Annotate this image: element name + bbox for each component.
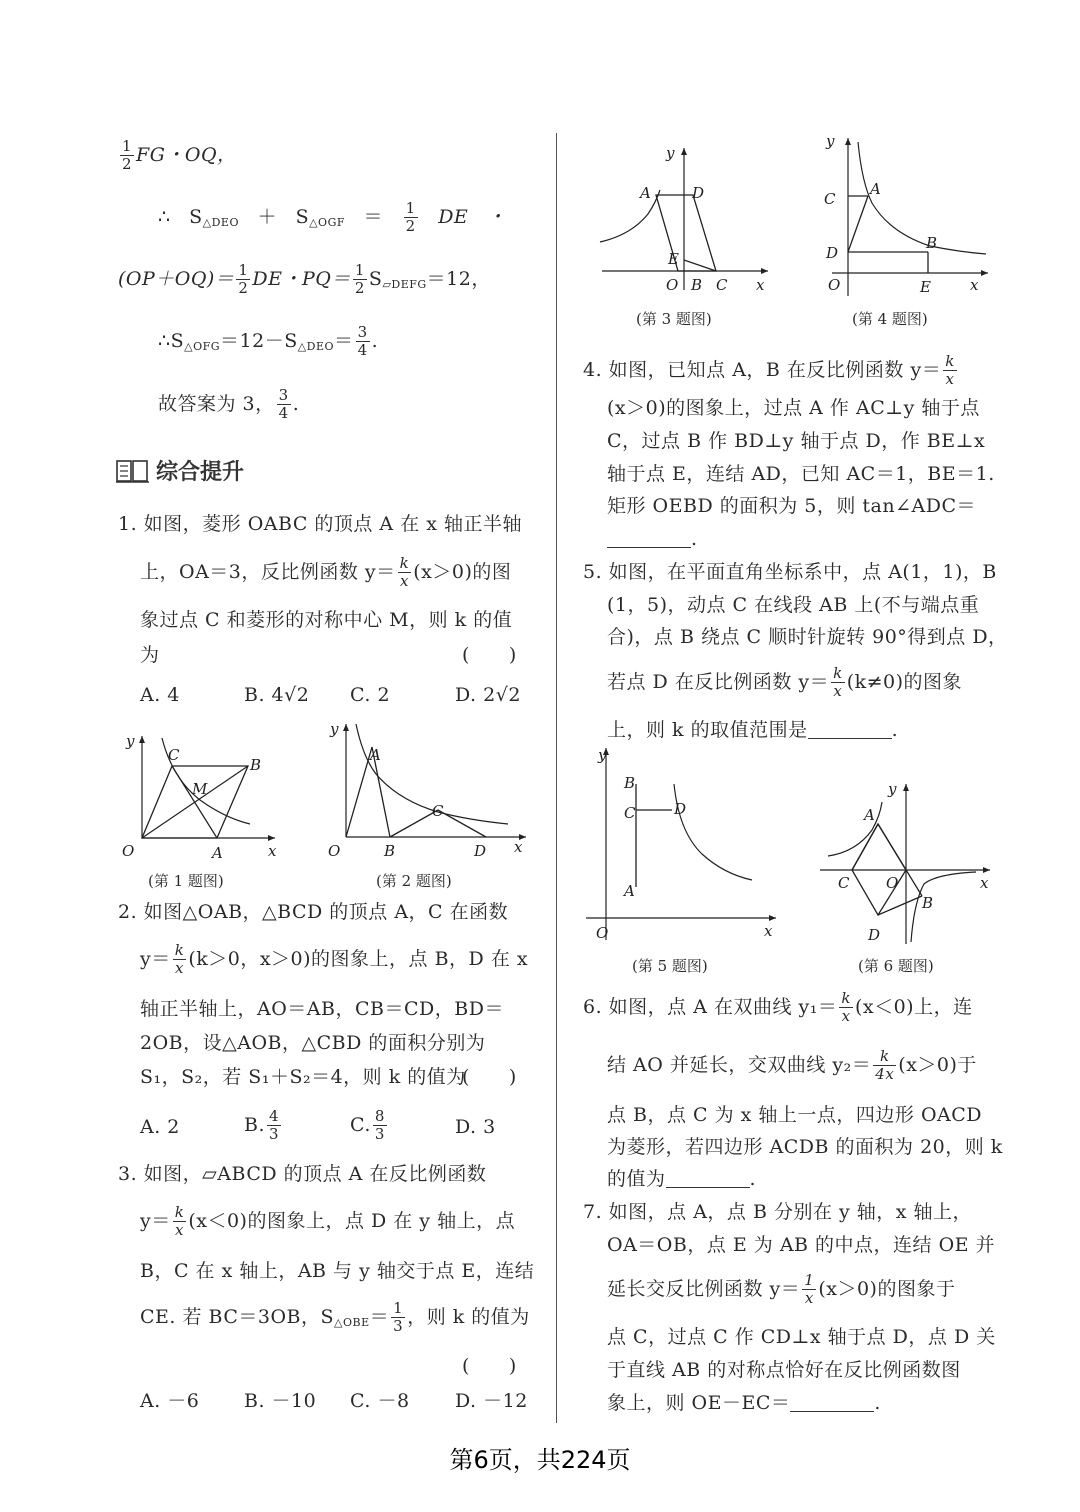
svg-text:x: x bbox=[980, 874, 989, 892]
svg-text:B: B bbox=[691, 276, 703, 294]
svg-text:M: M bbox=[192, 780, 208, 798]
svg-text:B: B bbox=[250, 756, 262, 774]
q5-answer-blank[interactable] bbox=[808, 723, 892, 739]
answer-line: 故答案为 3， $\frac{3}{4}$ . bbox=[158, 386, 300, 423]
svg-text:C: C bbox=[824, 190, 836, 208]
svg-text:A: A bbox=[624, 882, 635, 900]
q7-line6: 象上，则 OE－EC＝ . bbox=[607, 1392, 881, 1414]
svg-text:x: x bbox=[756, 276, 765, 294]
q2-option-c: C. $\frac{8}{3}$ bbox=[350, 1107, 385, 1144]
q1-line4: 为 bbox=[140, 644, 160, 666]
q7-answer-blank[interactable] bbox=[790, 1396, 874, 1412]
q5-line2: (1，5)，动点 C 在线段 AB 上(不与端点重 bbox=[607, 594, 980, 616]
q5-line4: 若点 D 在反比例函数 y＝ $\frac{k}{x}$ (k≠0)的图象 bbox=[607, 664, 963, 701]
svg-text:O: O bbox=[596, 924, 609, 942]
svg-text:O: O bbox=[122, 842, 135, 860]
q3-line2: y＝ $\frac{k}{x}$ (x＜0)的图象上，点 D 在 y 轴上，点 bbox=[140, 1203, 516, 1240]
q2-option-a: A. 2 bbox=[140, 1116, 180, 1138]
figure-4 bbox=[810, 128, 995, 300]
q7-line1: 7. 如图，点 A，点 B 分别在 y 轴，x 轴上， bbox=[583, 1201, 973, 1223]
svg-text:B: B bbox=[384, 842, 396, 860]
svg-text:C: C bbox=[624, 804, 636, 822]
q2-option-d: D. 3 bbox=[455, 1116, 496, 1138]
svg-text:C: C bbox=[432, 802, 444, 820]
column-divider bbox=[556, 133, 557, 1423]
q6-line2: 结 AO 并延长，交双曲线 y₂＝ $\frac{k}{4x}$ (x＞0)于 bbox=[607, 1047, 977, 1084]
q4-line6: . bbox=[607, 530, 698, 549]
q6-line4: 为菱形，若四边形 ACDB 的面积为 20，则 k bbox=[607, 1136, 1003, 1158]
figure-3 bbox=[596, 140, 776, 300]
svg-text:A: A bbox=[370, 746, 381, 764]
q3-line4: CE. 若 BC＝3OB，$S_{\triangle OBE}=$ $\frac{1}{3}$ ，则 k 的值为 bbox=[140, 1299, 530, 1336]
q2-line1: 2. 如图△OAB，△BCD 的顶点 A，C 在函数 bbox=[118, 901, 509, 923]
q3-option-a: A. －6 bbox=[140, 1390, 200, 1412]
q6-line3: 点 B，点 C 为 x 轴上一点，四边形 OACD bbox=[607, 1104, 983, 1126]
q3-line1: 3. 如图，▱ABCD 的顶点 A 在反比例函数 bbox=[118, 1163, 487, 1185]
q2-option-b: B. $\frac{4}{3}$ bbox=[244, 1107, 280, 1144]
figure-5 bbox=[584, 742, 784, 942]
svg-text:y: y bbox=[666, 144, 675, 162]
svg-text:y: y bbox=[826, 132, 835, 150]
svg-text:D: D bbox=[826, 244, 839, 262]
q7-line4: 点 C，过点 C 作 CD⊥x 轴于点 D，点 D 关 bbox=[607, 1326, 996, 1348]
q3-option-b: B. －10 bbox=[244, 1390, 317, 1412]
caption-figure-6: (第 6 题图) bbox=[858, 957, 934, 975]
q4-line5: 矩形 OEBD 的面积为 5，则 tan∠ADC＝ bbox=[607, 495, 977, 517]
svg-text:C: C bbox=[716, 276, 728, 294]
q4-line1: 4. 如图，已知点 A，B 在反比例函数 y＝ $\frac{k}{x}$ bbox=[583, 352, 955, 389]
svg-text:B: B bbox=[922, 894, 934, 912]
svg-text:B: B bbox=[926, 234, 938, 252]
q5-line5: 上，则 k 的取值范围是 . bbox=[607, 719, 899, 741]
q1-line2: 上，OA＝3，反比例函数 y＝ $\frac{k}{x}$ (x＞0)的图 bbox=[140, 554, 512, 591]
q7-line3: 延长交反比例函数 y＝ $\frac{1}{x}$ (x＞0)的图象于 bbox=[607, 1271, 956, 1308]
svg-text:O: O bbox=[666, 276, 679, 294]
q6-answer-blank[interactable] bbox=[666, 1172, 750, 1188]
book-icon bbox=[116, 458, 150, 484]
figure-1 bbox=[110, 728, 285, 863]
svg-text:x: x bbox=[268, 842, 277, 860]
figure-6 bbox=[816, 772, 996, 947]
q5-line3: 合)，点 B 绕点 C 顺时针旋转 90°得到点 D， bbox=[607, 626, 1008, 648]
q5-line1: 5. 如图，在平面直角坐标系中，点 A(1，1)，B bbox=[583, 561, 997, 583]
svg-text:x: x bbox=[764, 922, 773, 940]
page-number-footer: 第6页，共224页 bbox=[449, 1446, 631, 1474]
caption-figure-3: (第 3 题图) bbox=[636, 310, 712, 328]
q1-line1: 1. 如图，菱形 OABC 的顶点 A 在 x 轴正半轴 bbox=[118, 513, 522, 535]
q3-option-d: D. －12 bbox=[455, 1390, 528, 1412]
svg-text:O: O bbox=[328, 842, 341, 860]
line-op-oq: (OP＋OQ)＝ $\frac{1}{2}$ DE・PQ＝ $\frac{1}{2}$ $S_{▱DEFG}=12$， bbox=[118, 261, 491, 298]
q1-option-a: A. 4 bbox=[140, 684, 180, 706]
svg-text:A: A bbox=[640, 184, 651, 202]
line-s-ofg: $\therefore S_{\triangle OFG}=12-S_{\triangle DEO}=$ $\frac{3}{4}$ . bbox=[158, 323, 379, 360]
svg-text:D: D bbox=[474, 842, 487, 860]
svg-text:O: O bbox=[886, 874, 899, 892]
svg-text:x: x bbox=[970, 276, 979, 294]
q4-line4: 轴于点 E，连结 AD，已知 AC＝1，BE＝1. bbox=[607, 463, 995, 485]
q4-answer-blank[interactable] bbox=[607, 532, 691, 548]
q4-line3: C，过点 B 作 BD⊥y 轴于点 D，作 BE⊥x bbox=[607, 430, 986, 452]
caption-figure-2: (第 2 题图) bbox=[376, 872, 452, 890]
svg-text:A: A bbox=[212, 844, 223, 862]
q6-line1: 6. 如图，点 A 在双曲线 y₁＝ $\frac{k}{x}$ (x＜0)上，连 bbox=[583, 989, 973, 1026]
svg-text:D: D bbox=[674, 800, 687, 818]
q2-line5: S₁，S₂，若 S₁＋S₂＝4，则 k 的值为 bbox=[140, 1066, 466, 1088]
q2-line2: y＝ $\frac{k}{x}$ (k＞0，x＞0)的图象上，点 B，D 在 x bbox=[140, 941, 529, 978]
q1-option-b: B. 4√2 bbox=[244, 684, 310, 706]
line-area-sum: ∴ $S_{\triangle DEO} + S_{\triangle OGF}$ ＝ $\frac{1}{2}$ DE ・ bbox=[158, 199, 507, 236]
svg-text:D: D bbox=[692, 184, 705, 202]
q3-answer-paren: ( ) bbox=[462, 1355, 517, 1377]
q4-line2: (x＞0)的图象上，过点 A 作 AC⊥y 轴于点 bbox=[607, 397, 980, 419]
q6-line5: 的值为 . bbox=[607, 1168, 757, 1190]
q1-option-c: C. 2 bbox=[350, 684, 391, 706]
figure-2 bbox=[318, 712, 533, 862]
svg-text:y: y bbox=[888, 780, 897, 798]
svg-text:E: E bbox=[668, 250, 679, 268]
svg-text:O: O bbox=[828, 276, 841, 294]
q7-line2: OA＝OB，点 E 为 AB 的中点，连结 OE 并 bbox=[607, 1234, 996, 1256]
line-fg-oq: $\frac{1}{2}$ FG・OQ， bbox=[122, 137, 237, 174]
q3-option-c: C. －8 bbox=[350, 1390, 410, 1412]
svg-text:B: B bbox=[624, 774, 636, 792]
caption-figure-1: (第 1 题图) bbox=[148, 872, 224, 890]
svg-text:y: y bbox=[330, 720, 339, 738]
svg-text:C: C bbox=[168, 746, 180, 764]
svg-text:A: A bbox=[864, 806, 875, 824]
caption-figure-5: (第 5 题图) bbox=[632, 957, 708, 975]
svg-text:D: D bbox=[868, 926, 881, 944]
q1-option-d: D. 2√2 bbox=[455, 684, 521, 706]
section-heading: 综合提升 bbox=[156, 460, 245, 485]
q7-line5: 于直线 AB 的对称点恰好在反比例函数图 bbox=[607, 1359, 961, 1381]
svg-text:y: y bbox=[598, 746, 607, 764]
svg-text:C: C bbox=[838, 874, 850, 892]
q3-line3: B，C 在 x 轴上，AB 与 y 轴交于点 E，连结 bbox=[140, 1260, 535, 1282]
caption-figure-4: (第 4 题图) bbox=[852, 310, 928, 328]
q1-answer-paren: ( ) bbox=[462, 644, 517, 666]
q2-line4: 2OB，设△AOB，△CBD 的面积分别为 bbox=[140, 1032, 486, 1054]
svg-text:E: E bbox=[920, 278, 931, 296]
svg-text:A: A bbox=[870, 180, 881, 198]
q2-answer-paren: ( ) bbox=[462, 1066, 517, 1088]
q1-line3: 象过点 C 和菱形的对称中心 M，则 k 的值 bbox=[140, 609, 513, 631]
svg-text:y: y bbox=[126, 732, 135, 750]
q2-line3: 轴正半轴上，AO＝AB，CB＝CD，BD＝ bbox=[140, 998, 504, 1020]
svg-text:x: x bbox=[514, 838, 523, 856]
